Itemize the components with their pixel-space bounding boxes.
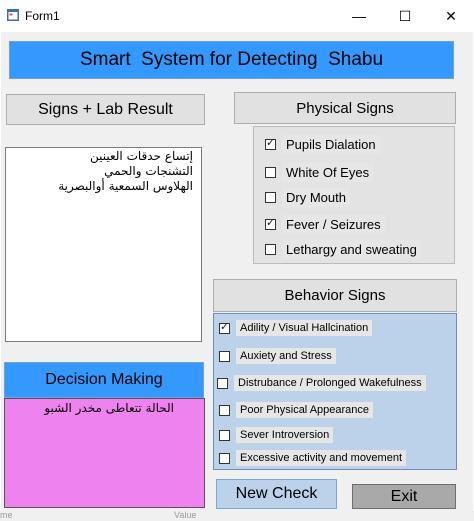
signs-line: إتساع حدقات العينين	[89, 149, 193, 163]
checkbox-label: Dry Mouth	[282, 188, 350, 207]
window-title: Form1	[25, 9, 60, 23]
checkbox-box[interactable]	[219, 453, 230, 464]
checkbox-label: Excessive activity and movement	[236, 450, 406, 466]
physical-signs-header[interactable]: Physical Signs	[234, 92, 456, 124]
checkbox-box[interactable]	[219, 323, 230, 334]
checkbox-auxiety-stress[interactable]	[219, 346, 336, 366]
checkbox-fever-seizures[interactable]	[265, 214, 385, 234]
checkbox-label: Adility / Visual Hallcination	[236, 320, 372, 336]
signs-line: التشنجات والحمي	[104, 164, 193, 178]
checkbox-label: Poor Physical Appearance	[236, 402, 373, 418]
checkbox-label: Auxiety and Stress	[236, 348, 336, 364]
app-icon	[7, 9, 19, 21]
checkbox-excessive-activity[interactable]	[219, 448, 406, 468]
checkbox-label: Distrubance / Prolonged Wakefulness	[234, 375, 426, 391]
checkbox-poor-physical-appearance[interactable]	[219, 400, 373, 420]
checkbox-lethargy-sweating[interactable]	[265, 239, 421, 259]
new-check-button[interactable]: New Check	[216, 479, 337, 509]
checkbox-distrubance-wakefulness[interactable]	[217, 373, 426, 393]
checkbox-dry-mouth[interactable]	[265, 187, 350, 207]
checkbox-box[interactable]	[219, 351, 230, 362]
close-button[interactable]: ✕	[445, 7, 457, 24]
signs-line: الهلاوس السمعية أوالبصرية	[58, 179, 193, 193]
checkbox-box[interactable]	[265, 192, 276, 203]
ghost-status-strip	[0, 511, 474, 521]
window-titlebar	[0, 0, 474, 32]
checkbox-label: Sever Introversion	[236, 427, 333, 443]
signs-lab-result-button[interactable]: Signs + Lab Result	[6, 94, 205, 125]
ghost-status-left: me	[0, 510, 13, 520]
checkbox-white-of-eyes[interactable]	[265, 162, 373, 182]
checkbox-label: White Of Eyes	[282, 163, 373, 182]
checkbox-pupils-dialation[interactable]	[265, 134, 380, 154]
checkbox-label: Lethargy and sweating	[282, 240, 421, 259]
ghost-status-right: Value	[174, 510, 197, 520]
checkbox-box[interactable]	[217, 378, 228, 389]
decision-making-header[interactable]: Decision Making	[4, 362, 204, 398]
checkbox-box[interactable]	[219, 405, 230, 416]
checkbox-label: Fever / Seizures	[282, 215, 385, 234]
checkbox-box[interactable]	[265, 139, 276, 150]
maximize-button[interactable]: ☐	[398, 7, 412, 24]
checkbox-box[interactable]	[219, 430, 230, 441]
checkbox-box[interactable]	[265, 244, 276, 255]
exit-button[interactable]: Exit	[352, 484, 456, 509]
checkbox-sever-introversion[interactable]	[219, 425, 333, 445]
checkbox-box[interactable]	[265, 219, 276, 230]
behavior-signs-header[interactable]: Behavior Signs	[213, 279, 457, 312]
checkbox-box[interactable]	[265, 167, 276, 178]
signs-textbox[interactable]	[5, 147, 202, 342]
app-title-banner: Smart System for Detecting Shabu	[9, 41, 454, 79]
minimize-button[interactable]: —	[352, 8, 366, 24]
decision-result-textbox[interactable]	[4, 398, 205, 508]
checkbox-adility-visual-hallcination[interactable]	[219, 318, 372, 338]
decision-result-text: الحالة تتعاطى مخدر الشبو	[44, 401, 174, 415]
checkbox-label: Pupils Dialation	[282, 135, 380, 154]
